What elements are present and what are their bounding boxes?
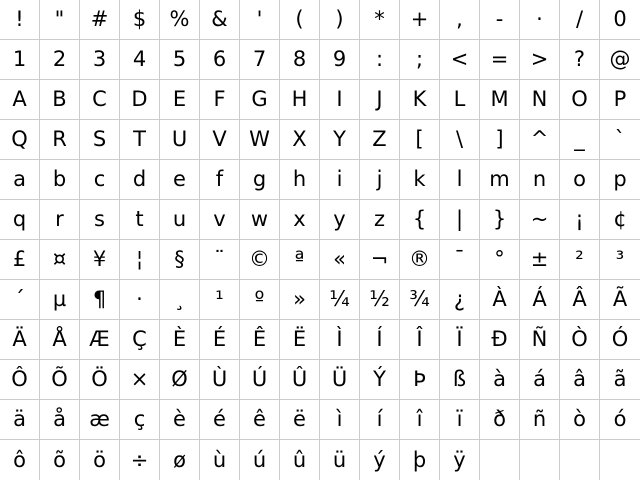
glyph-cell[interactable]: =: [480, 40, 520, 80]
glyph-cell[interactable]: ª: [280, 240, 320, 280]
glyph-cell-empty[interactable]: [480, 440, 520, 480]
glyph-cell[interactable]: º: [240, 280, 280, 320]
glyph-cell[interactable]: p: [600, 160, 640, 200]
glyph-cell[interactable]: <: [440, 40, 480, 80]
glyph-cell[interactable]: G: [240, 80, 280, 120]
glyph-cell[interactable]: ä: [0, 400, 40, 440]
glyph-cell[interactable]: ó: [600, 400, 640, 440]
glyph-cell[interactable]: É: [200, 320, 240, 360]
glyph-cell-empty[interactable]: [560, 440, 600, 480]
glyph-cell[interactable]: ©: [240, 240, 280, 280]
glyph-cell[interactable]: þ: [400, 440, 440, 480]
glyph-cell[interactable]: k: [400, 160, 440, 200]
glyph-cell[interactable]: H: [280, 80, 320, 120]
glyph-cell[interactable]: ¶: [80, 280, 120, 320]
glyph-cell[interactable]: P: [600, 80, 640, 120]
glyph-cell[interactable]: w: [240, 200, 280, 240]
glyph-cell[interactable]: Ê: [240, 320, 280, 360]
glyph-cell[interactable]: 1: [0, 40, 40, 80]
glyph-cell[interactable]: _: [560, 120, 600, 160]
glyph-cell[interactable]: [: [400, 120, 440, 160]
glyph-cell[interactable]: z: [360, 200, 400, 240]
glyph-cell[interactable]: c: [80, 160, 120, 200]
glyph-cell[interactable]: Ö: [80, 360, 120, 400]
glyph-cell[interactable]: 2: [40, 40, 80, 80]
glyph-cell[interactable]: s: [80, 200, 120, 240]
glyph-cell[interactable]: æ: [80, 400, 120, 440]
glyph-cell[interactable]: x: [280, 200, 320, 240]
glyph-cell[interactable]: °: [480, 240, 520, 280]
glyph-cell[interactable]: ú: [240, 440, 280, 480]
glyph-cell[interactable]: 5: [160, 40, 200, 80]
glyph-cell[interactable]: §: [160, 240, 200, 280]
glyph-cell[interactable]: \: [440, 120, 480, 160]
glyph-cell[interactable]: n: [520, 160, 560, 200]
glyph-cell[interactable]: m: [480, 160, 520, 200]
glyph-cell[interactable]: I: [320, 80, 360, 120]
glyph-cell[interactable]: ¿: [440, 280, 480, 320]
glyph-cell[interactable]: r: [40, 200, 80, 240]
glyph-cell[interactable]: ¯: [440, 240, 480, 280]
glyph-cell[interactable]: ´: [0, 280, 40, 320]
glyph-cell[interactable]: Ø: [160, 360, 200, 400]
glyph-cell[interactable]: ]: [480, 120, 520, 160]
glyph-cell[interactable]: Â: [560, 280, 600, 320]
glyph-cell[interactable]: Ò: [560, 320, 600, 360]
glyph-cell[interactable]: S: [80, 120, 120, 160]
glyph-cell[interactable]: ¼: [320, 280, 360, 320]
glyph-cell[interactable]: j: [360, 160, 400, 200]
glyph-cell[interactable]: ü: [320, 440, 360, 480]
glyph-cell[interactable]: 9: [320, 40, 360, 80]
glyph-cell[interactable]: ù: [200, 440, 240, 480]
glyph-cell[interactable]: 0: [600, 0, 640, 40]
glyph-cell[interactable]: å: [40, 400, 80, 440]
glyph-cell[interactable]: -: [480, 0, 520, 40]
glyph-cell[interactable]: i: [320, 160, 360, 200]
glyph-cell[interactable]: ñ: [520, 400, 560, 440]
glyph-cell[interactable]: (: [280, 0, 320, 40]
glyph-cell[interactable]: Ï: [440, 320, 480, 360]
glyph-cell[interactable]: ": [40, 0, 80, 40]
glyph-cell[interactable]: »: [280, 280, 320, 320]
glyph-cell[interactable]: A: [0, 80, 40, 120]
glyph-cell[interactable]: C: [80, 80, 120, 120]
glyph-cell[interactable]: {: [400, 200, 440, 240]
glyph-cell[interactable]: D: [120, 80, 160, 120]
glyph-cell[interactable]: ®: [400, 240, 440, 280]
glyph-cell[interactable]: Á: [520, 280, 560, 320]
glyph-cell[interactable]: ): [320, 0, 360, 40]
glyph-cell[interactable]: ï: [440, 400, 480, 440]
glyph-cell[interactable]: Z: [360, 120, 400, 160]
glyph-cell[interactable]: *: [360, 0, 400, 40]
glyph-cell[interactable]: Ð: [480, 320, 520, 360]
glyph-cell[interactable]: Y: [320, 120, 360, 160]
glyph-cell[interactable]: ·: [520, 0, 560, 40]
glyph-cell[interactable]: /: [560, 0, 600, 40]
glyph-cell[interactable]: d: [120, 160, 160, 200]
glyph-cell[interactable]: q: [0, 200, 40, 240]
glyph-cell[interactable]: £: [0, 240, 40, 280]
glyph-cell[interactable]: J: [360, 80, 400, 120]
glyph-cell[interactable]: «: [320, 240, 360, 280]
glyph-cell[interactable]: !: [0, 0, 40, 40]
glyph-cell[interactable]: 3: [80, 40, 120, 80]
glyph-cell[interactable]: b: [40, 160, 80, 200]
glyph-cell[interactable]: ¸: [160, 280, 200, 320]
glyph-cell[interactable]: ô: [0, 440, 40, 480]
glyph-cell[interactable]: õ: [40, 440, 80, 480]
glyph-cell[interactable]: B: [40, 80, 80, 120]
glyph-cell[interactable]: ð: [480, 400, 520, 440]
glyph-cell[interactable]: $: [120, 0, 160, 40]
glyph-cell[interactable]: Ó: [600, 320, 640, 360]
glyph-cell[interactable]: F: [200, 80, 240, 120]
glyph-cell[interactable]: ÿ: [440, 440, 480, 480]
glyph-cell[interactable]: ¢: [600, 200, 640, 240]
glyph-cell[interactable]: y: [320, 200, 360, 240]
glyph-cell[interactable]: Ä: [0, 320, 40, 360]
glyph-cell[interactable]: ~: [520, 200, 560, 240]
glyph-cell[interactable]: Ý: [360, 360, 400, 400]
glyph-cell[interactable]: ¨: [200, 240, 240, 280]
glyph-cell[interactable]: ±: [520, 240, 560, 280]
glyph-cell[interactable]: à: [480, 360, 520, 400]
glyph-cell[interactable]: ã: [600, 360, 640, 400]
glyph-cell[interactable]: è: [160, 400, 200, 440]
glyph-cell[interactable]: Ú: [240, 360, 280, 400]
glyph-cell[interactable]: ¬: [360, 240, 400, 280]
glyph-cell[interactable]: 6: [200, 40, 240, 80]
glyph-cell[interactable]: á: [520, 360, 560, 400]
glyph-cell[interactable]: Ç: [120, 320, 160, 360]
glyph-cell[interactable]: }: [480, 200, 520, 240]
glyph-cell[interactable]: +: [400, 0, 440, 40]
glyph-cell[interactable]: ø: [160, 440, 200, 480]
glyph-cell[interactable]: 4: [120, 40, 160, 80]
glyph-cell[interactable]: ½: [360, 280, 400, 320]
glyph-cell[interactable]: ÷: [120, 440, 160, 480]
glyph-cell[interactable]: t: [120, 200, 160, 240]
glyph-cell[interactable]: :: [360, 40, 400, 80]
glyph-cell[interactable]: a: [0, 160, 40, 200]
glyph-cell[interactable]: |: [440, 200, 480, 240]
glyph-cell[interactable]: È: [160, 320, 200, 360]
glyph-cell[interactable]: î: [400, 400, 440, 440]
glyph-cell[interactable]: ': [240, 0, 280, 40]
glyph-cell[interactable]: N: [520, 80, 560, 120]
glyph-cell[interactable]: Æ: [80, 320, 120, 360]
glyph-cell[interactable]: Ô: [0, 360, 40, 400]
glyph-cell[interactable]: Ü: [320, 360, 360, 400]
glyph-cell[interactable]: f: [200, 160, 240, 200]
glyph-cell[interactable]: Þ: [400, 360, 440, 400]
glyph-cell[interactable]: K: [400, 80, 440, 120]
glyph-cell[interactable]: ¾: [400, 280, 440, 320]
glyph-cell[interactable]: ;: [400, 40, 440, 80]
glyph-cell[interactable]: ¹: [200, 280, 240, 320]
glyph-cell[interactable]: ¥: [80, 240, 120, 280]
glyph-cell[interactable]: `: [600, 120, 640, 160]
glyph-cell[interactable]: µ: [40, 280, 80, 320]
glyph-cell[interactable]: 7: [240, 40, 280, 80]
glyph-cell[interactable]: v: [200, 200, 240, 240]
glyph-cell[interactable]: Ë: [280, 320, 320, 360]
glyph-cell[interactable]: Û: [280, 360, 320, 400]
glyph-cell[interactable]: ì: [320, 400, 360, 440]
glyph-cell[interactable]: #: [80, 0, 120, 40]
glyph-cell[interactable]: T: [120, 120, 160, 160]
glyph-cell-empty[interactable]: [520, 440, 560, 480]
glyph-cell[interactable]: é: [200, 400, 240, 440]
glyph-cell[interactable]: ×: [120, 360, 160, 400]
glyph-cell[interactable]: @: [600, 40, 640, 80]
glyph-cell[interactable]: ò: [560, 400, 600, 440]
glyph-cell[interactable]: ^: [520, 120, 560, 160]
glyph-cell[interactable]: Í: [360, 320, 400, 360]
glyph-cell[interactable]: Ñ: [520, 320, 560, 360]
glyph-cell[interactable]: ³: [600, 240, 640, 280]
glyph-cell[interactable]: ë: [280, 400, 320, 440]
glyph-cell[interactable]: À: [480, 280, 520, 320]
glyph-cell[interactable]: ¤: [40, 240, 80, 280]
glyph-cell[interactable]: e: [160, 160, 200, 200]
glyph-cell[interactable]: u: [160, 200, 200, 240]
glyph-cell[interactable]: ý: [360, 440, 400, 480]
glyph-cell[interactable]: %: [160, 0, 200, 40]
glyph-cell[interactable]: l: [440, 160, 480, 200]
glyph-cell[interactable]: >: [520, 40, 560, 80]
glyph-cell[interactable]: g: [240, 160, 280, 200]
glyph-cell[interactable]: L: [440, 80, 480, 120]
glyph-cell[interactable]: W: [240, 120, 280, 160]
glyph-cell-empty[interactable]: [600, 440, 640, 480]
glyph-cell[interactable]: M: [480, 80, 520, 120]
glyph-cell[interactable]: Ã: [600, 280, 640, 320]
glyph-cell[interactable]: ²: [560, 240, 600, 280]
glyph-cell[interactable]: ?: [560, 40, 600, 80]
glyph-cell[interactable]: R: [40, 120, 80, 160]
glyph-cell[interactable]: U: [160, 120, 200, 160]
glyph-cell[interactable]: V: [200, 120, 240, 160]
glyph-cell[interactable]: ß: [440, 360, 480, 400]
glyph-cell[interactable]: ·: [120, 280, 160, 320]
glyph-cell[interactable]: Å: [40, 320, 80, 360]
glyph-cell[interactable]: Î: [400, 320, 440, 360]
glyph-cell[interactable]: X: [280, 120, 320, 160]
glyph-cell[interactable]: h: [280, 160, 320, 200]
glyph-cell[interactable]: ö: [80, 440, 120, 480]
glyph-cell[interactable]: ç: [120, 400, 160, 440]
glyph-cell[interactable]: ¡: [560, 200, 600, 240]
glyph-cell[interactable]: Q: [0, 120, 40, 160]
glyph-cell[interactable]: ,: [440, 0, 480, 40]
glyph-cell[interactable]: í: [360, 400, 400, 440]
glyph-cell[interactable]: o: [560, 160, 600, 200]
glyph-cell[interactable]: 8: [280, 40, 320, 80]
glyph-cell[interactable]: ê: [240, 400, 280, 440]
glyph-cell[interactable]: Ù: [200, 360, 240, 400]
glyph-cell[interactable]: û: [280, 440, 320, 480]
glyph-cell[interactable]: â: [560, 360, 600, 400]
glyph-cell[interactable]: Õ: [40, 360, 80, 400]
glyph-cell[interactable]: Ì: [320, 320, 360, 360]
glyph-cell[interactable]: ¦: [120, 240, 160, 280]
glyph-cell[interactable]: O: [560, 80, 600, 120]
glyph-cell[interactable]: E: [160, 80, 200, 120]
glyph-cell[interactable]: &: [200, 0, 240, 40]
